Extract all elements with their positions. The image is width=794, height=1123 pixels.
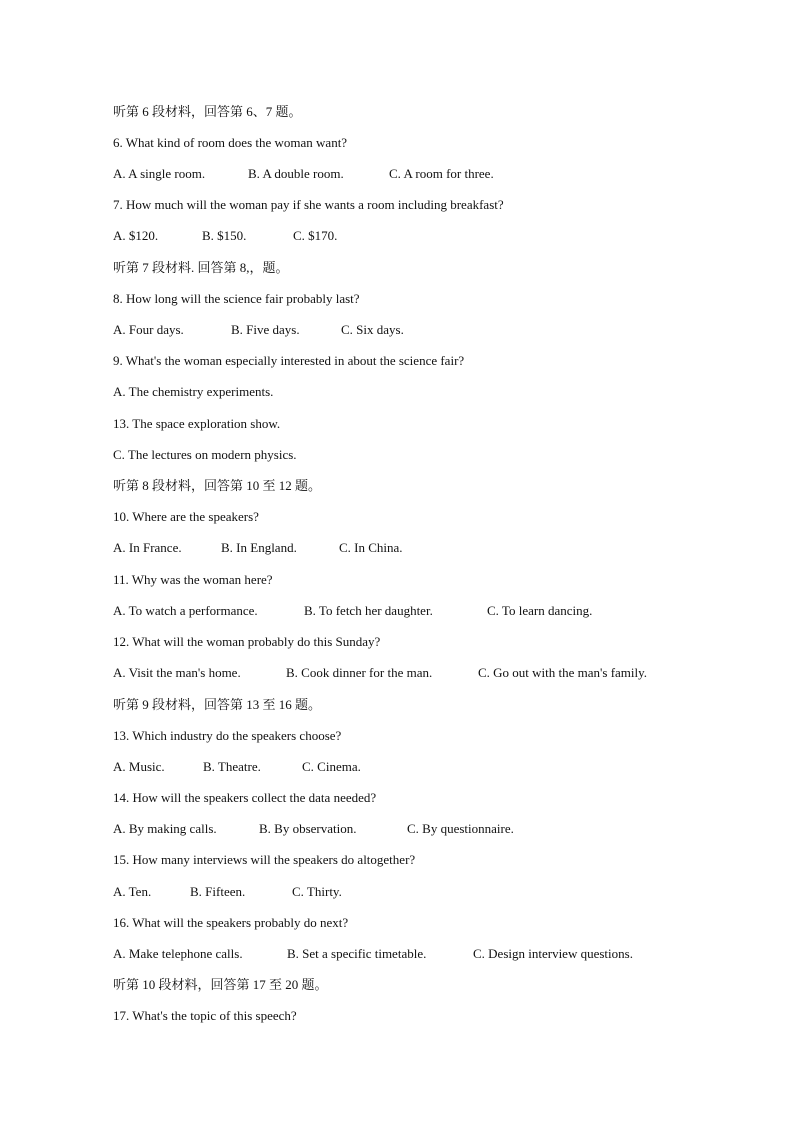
option-a: A. By making calls. (113, 821, 217, 836)
option-a: A. In France. (113, 540, 182, 555)
question-11: 11. Why was the woman here? (113, 572, 273, 587)
question-17: 17. What's the topic of this speech? (113, 1008, 297, 1023)
question-13: 13. Which industry do the speakers choose? (113, 728, 342, 743)
option-a: A. Visit the man's home. (113, 665, 241, 680)
option-c: C. Thirty. (292, 884, 342, 899)
option-c: C. Six days. (341, 322, 404, 337)
option-b: B. A double room. (248, 166, 344, 181)
option-b: B. In England. (221, 540, 297, 555)
question-9-option-a: A. The chemistry experiments. (113, 384, 274, 399)
section-instruction-9: 听第 9 段材料，回答第 13 至 16 题。 (113, 697, 322, 712)
question-14: 14. How will the speakers collect the data needed? (113, 790, 377, 805)
option-b: B. $150. (202, 228, 247, 243)
option-b: B. To fetch her daughter. (304, 603, 433, 618)
question-16: 16. What will the speakers probably do next? (113, 915, 349, 930)
section-instruction-7: 听第 7 段材料. 回答第 8,，题。 (113, 260, 289, 275)
option-c: C. Cinema. (302, 759, 361, 774)
option-a: A. A single room. (113, 166, 206, 181)
option-a: A. $120. (113, 228, 159, 243)
question-9-option-c: C. The lectures on modern physics. (113, 447, 297, 462)
question-9-option-b: 13. The space exploration show. (113, 416, 281, 431)
option-c: C. Go out with the man's family. (478, 665, 648, 680)
option-a: A. Ten. (113, 884, 152, 899)
question-15: 15. How many interviews will the speakers do altogether? (113, 852, 416, 867)
option-b: B. Cook dinner for the man. (286, 665, 433, 680)
question-9: 9. What's the woman especially interested in about the science fair? (113, 353, 465, 368)
option-c: C. By questionnaire. (407, 821, 514, 836)
option-b: B. By observation. (259, 821, 357, 836)
option-c: C. To learn dancing. (487, 603, 593, 618)
question-6: 6. What kind of room does the woman want? (113, 135, 348, 150)
section-instruction-10: 听第 10 段材料，回答第 17 至 20 题。 (113, 977, 328, 992)
question-8: 8. How long will the science fair probably last? (113, 291, 360, 306)
option-a: A. To watch a performance. (113, 603, 258, 618)
option-c: C. $170. (293, 228, 338, 243)
option-b: B. Fifteen. (190, 884, 246, 899)
option-c: C. In China. (339, 540, 403, 555)
section-instruction-8: 听第 8 段材料，回答第 10 至 12 题。 (113, 478, 322, 493)
option-b: B. Five days. (231, 322, 300, 337)
option-c: C. A room for three. (389, 166, 494, 181)
question-10: 10. Where are the speakers? (113, 509, 259, 524)
option-a: A. Music. (113, 759, 165, 774)
option-a: A. Four days. (113, 322, 184, 337)
question-12: 12. What will the woman probably do this Sunday? (113, 634, 381, 649)
section-instruction-6: 听第 6 段材料，回答第 6、7 题。 (113, 104, 302, 119)
option-c: C. Design interview questions. (473, 946, 633, 961)
option-b: B. Set a specific timetable. (287, 946, 427, 961)
option-a: A. Make telephone calls. (113, 946, 243, 961)
option-b: B. Theatre. (203, 759, 261, 774)
question-7: 7. How much will the woman pay if she wants a room including breakfast? (113, 197, 504, 212)
